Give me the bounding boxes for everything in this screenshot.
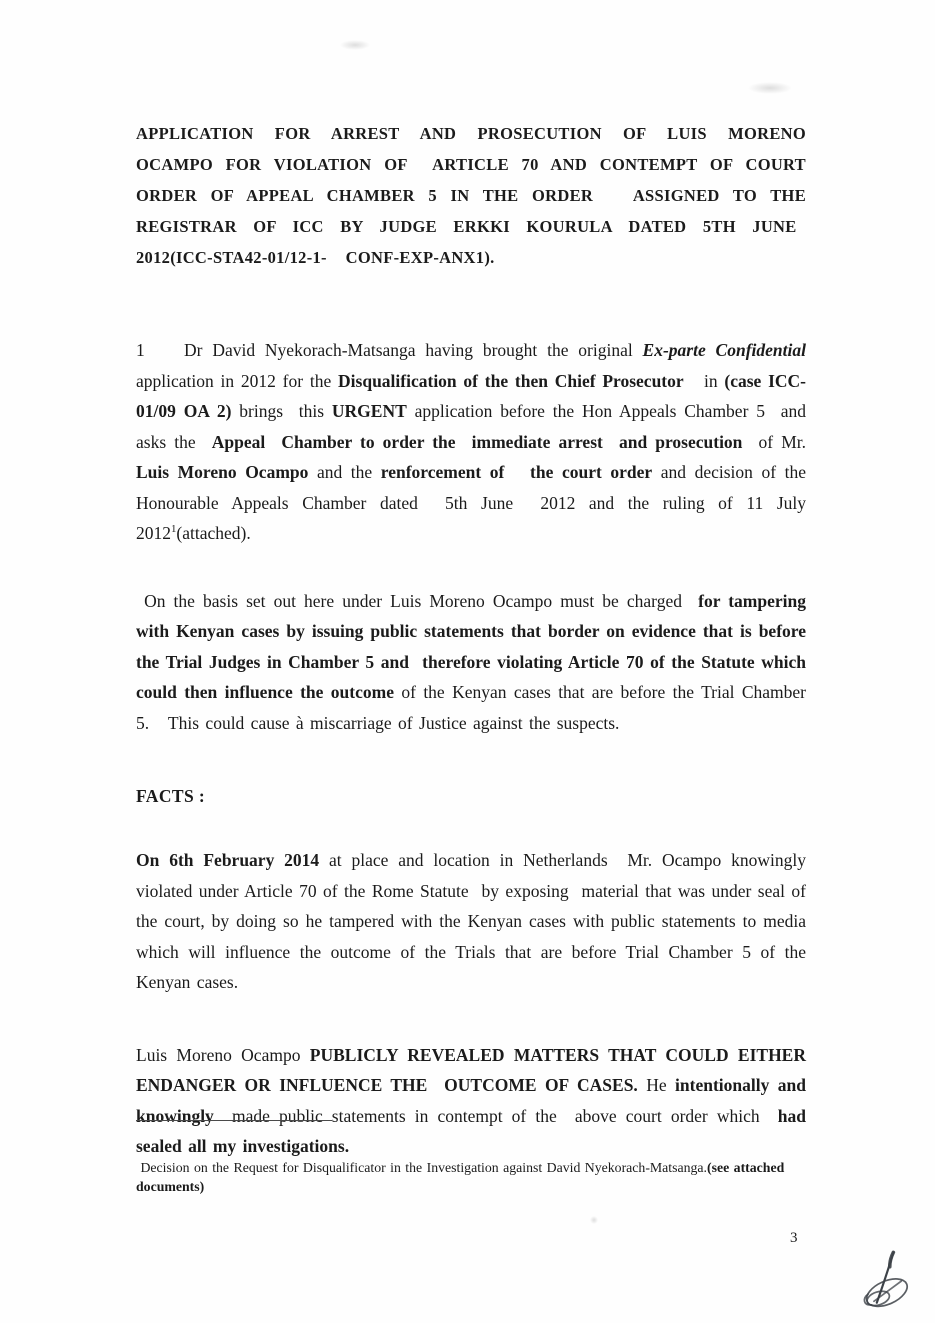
paragraph-intro-1: 1 Dr David Nyekorach-Matsanga having brought the original Ex-parte Confidential application in 2012 for the Disqualification of the then Chief Prosecutor in (case ICC-01/09 OA 2) brings this URGENT application before the Hon Appeals Chamber 5 and asks the Appeal Chamber to order the immediate arrest and prosecution of Mr. Luis Moreno Ocampo and the renforcement of the court order and decision of the Honourable Appeals Chamber dated 5th June 2012 and the ruling of 11 July 2012$^1$(attached). — [136, 340, 806, 543]
paragraph-intro-2: On the basis set out here under Luis Moreno Ocampo must be charged for tampering with Kenyan cases by issuing public statements that border on evidence that is before the Trial Judges in Chamber 5 and therefore violating Article 70 of the Statute which could then influence the outcome of the Kenyan cases that are before the Trial Chamber 5. This could cause à miscarriage of Justice against the suspects. — [136, 590, 806, 733]
footnote-text: Decision on the Request for Disqualificator in the Investigation against David Nyekorach-Matsanga.(see attached documents) — [136, 1160, 785, 1194]
paragraph-facts-1: On 6th February 2014 at place and location in Netherlands Mr. Ocampo knowingly violated under Article 70 of the Rome Statute by exposing material that was under seal of the court, by doing so he tampered with the Kenyan cases with public statements to media which will influence the outcome of the Trials that are before Trial Chamber 5 of the Kenyan cases. — [136, 850, 806, 992]
document-body — [136, 118, 806, 1162]
paragraph-facts-2: Luis Moreno Ocampo PUBLICLY REVEALED MATTERS THAT COULD EITHER ENDANGER OR INFLUENCE THE OUTCOME OF CASES. He intentionally and knowingly made public statements in contempt of the above court order which had sealed all my investigations. — [136, 1044, 806, 1156]
signature-scribble-icon — [848, 1248, 920, 1320]
scan-smudge — [748, 82, 792, 94]
scan-smudge — [590, 1216, 598, 1224]
scan-smudge — [340, 40, 370, 50]
footnote-divider — [136, 1120, 332, 1121]
page-number: 3 — [790, 1230, 798, 1246]
document-title: APPLICATION FOR ARREST AND PROSECUTION OF LUIS MORENO OCAMPO FOR VIOLATION OF ARTICLE 70 AND CONTEMPT OF COURT ORDER OF APPEAL CHAMBER 5 IN THE ORDER ASSIGNED TO THE REGISTRAR OF ICC BY JUDGE ERKKI KOURULA DATED 5TH JUNE 2012(ICC-STA42-01/12-1- CONF-EXP-ANX1). — [136, 124, 806, 267]
facts-heading: FACTS : — [136, 786, 206, 806]
